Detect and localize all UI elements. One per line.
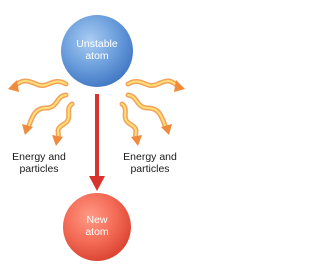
left-emission-label: Energy and particles [12,151,66,175]
unstable-atom-label: Unstable atom [76,38,118,62]
wave-right-2 [128,95,166,128]
decay-arrow [89,94,105,191]
left-energy-waves [8,80,72,146]
right-energy-waves [122,80,185,146]
new-atom-label: New atom [85,214,109,238]
right-emission-label: Energy and particles [123,151,177,175]
wave-left-2 [28,95,66,128]
